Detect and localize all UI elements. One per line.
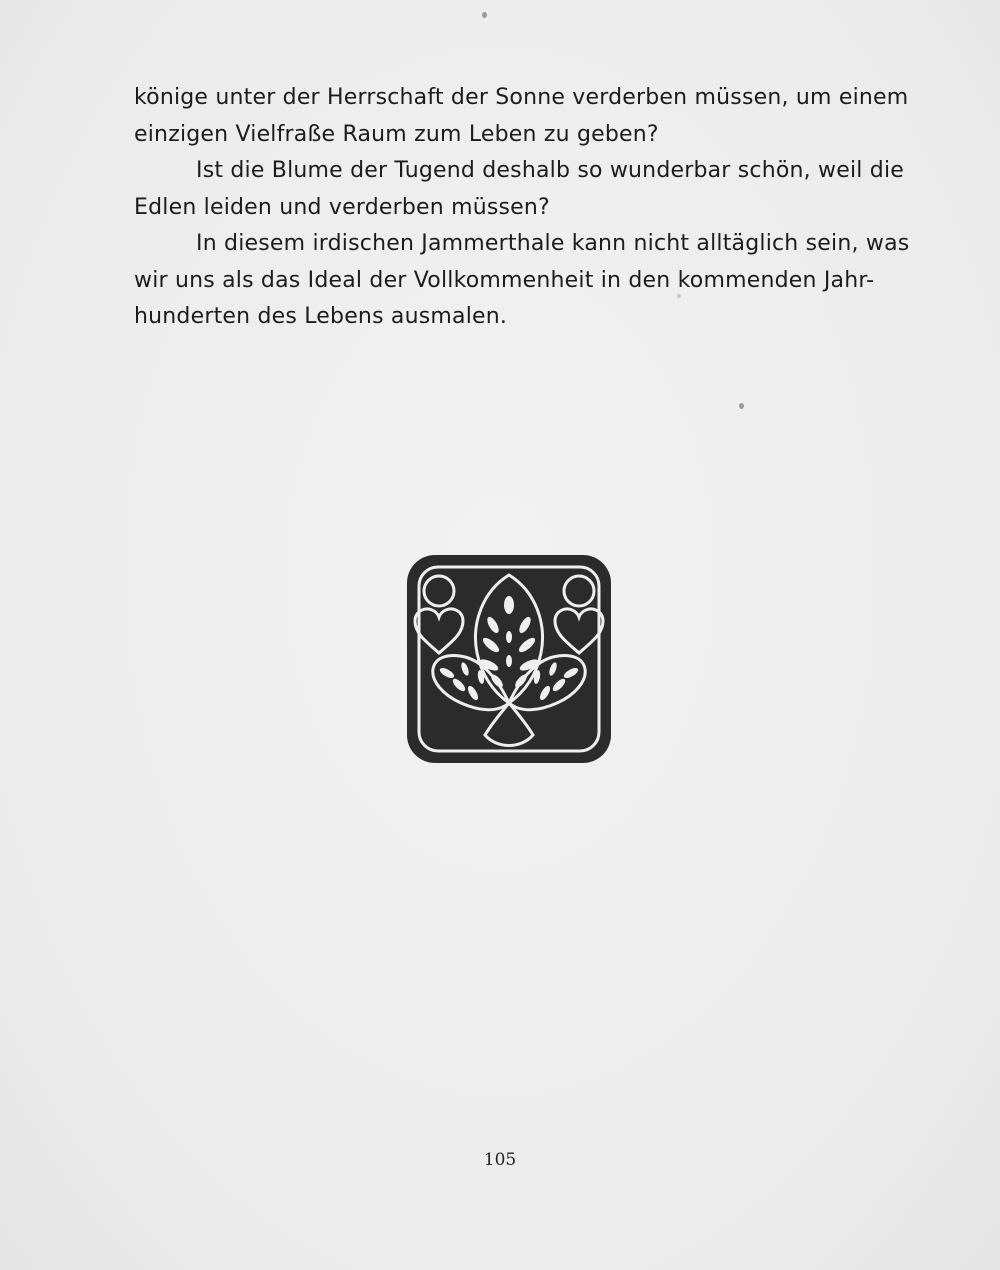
text-line: Ist die Blume der Tugend deshalb so wunderbar schön, weil die bbox=[196, 158, 904, 183]
paper-speck bbox=[482, 12, 487, 18]
page-number: 105 bbox=[483, 1150, 517, 1170]
text-line: einzigen Vielfraße Raum zum Leben zu geben? bbox=[134, 121, 659, 147]
body-text bbox=[134, 80, 910, 336]
text-line: hunderten des Lebens ausmalen. bbox=[134, 304, 508, 329]
paper-speck bbox=[739, 403, 744, 409]
text-line: könige unter der Herrschaft der Sonne verderben müssen, um einem bbox=[134, 85, 909, 110]
text-line: Edlen leiden und verderben müssen? bbox=[134, 194, 550, 220]
text-line: In diesem irdischen Jammerthale kann nicht alltäglich sein, was bbox=[196, 231, 910, 256]
text-line: wir uns als das Ideal der Vollkommenheit in den kommenden Jahr- bbox=[134, 267, 875, 293]
leaf-and-hearts-vignette-icon bbox=[405, 553, 613, 765]
